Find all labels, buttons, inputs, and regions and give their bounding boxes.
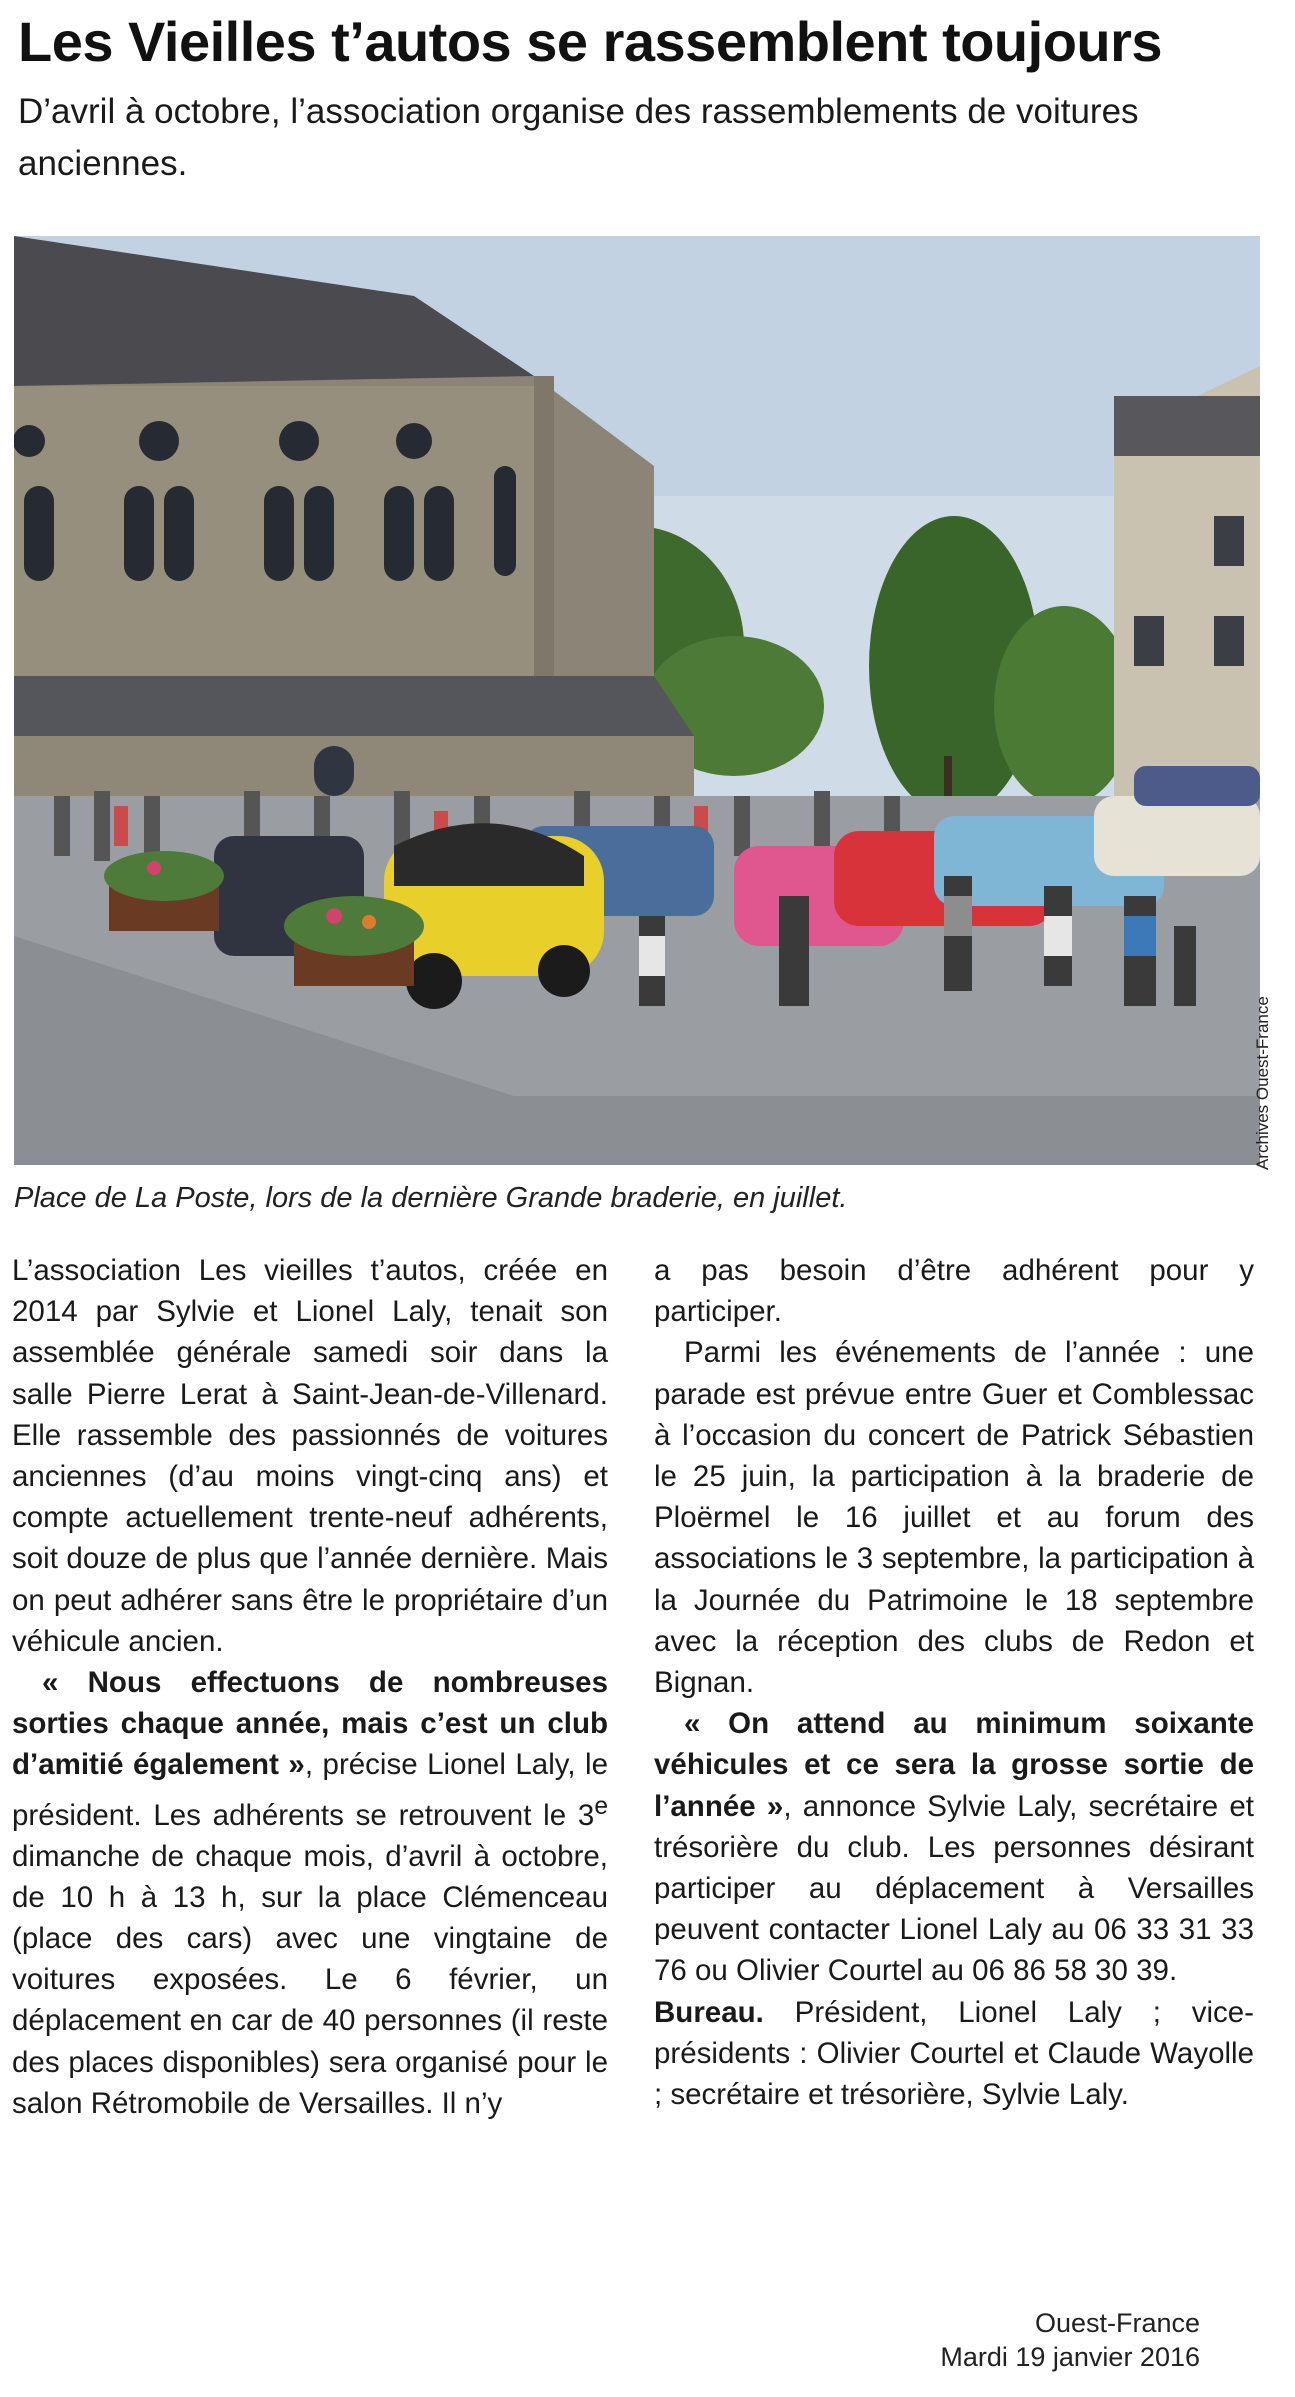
article-headline: Les Vieilles t’autos se rassemblent toujours <box>18 10 1163 73</box>
quote: « On attend au minimum soixante véhicules et ce sera la grosse sortie de l’année » <box>654 1707 1254 1823</box>
bureau-label: Bureau. <box>654 1995 764 2029</box>
paragraph-text: , annonce Sylvie Laly, secrétaire et trésorière du club. Les personnes désirant participer au déplacement à Versailles peuvent contacter Lionel Laly au 06 33 31 33 76 ou Olivier Courtel au 06 86 58 30 39. <box>654 1789 1254 1988</box>
photo-vieilles-autos-place <box>14 236 1260 1165</box>
photo-credit: Archives Ouest-France <box>1253 996 1272 1170</box>
article-photo <box>14 236 1260 1165</box>
publication-date: Mardi 19 janvier 2016 <box>940 2342 1200 2372</box>
paragraph-text: dimanche de chaque mois, d’avril à octobre, de 10 h à 13 h, sur la place Clémenceau (place des cars) avec une vingtaine de voitures exposées. Le 6 février, un déplacement en car de 40 personnes (il reste des places disponibles) sera organisé pour le salon Rétromobile de Versailles. Il n’y <box>12 1839 608 2120</box>
publication-signature <box>800 2306 1200 2374</box>
article-column-right <box>654 1250 1254 2115</box>
paragraph <box>654 1703 1254 1991</box>
paragraph: Parmi les événements de l’année : une parade est prévue entre Guer et Comblessac à l’occasion du concert de Patrick Sébastien le 25 juin, la participation à la braderie de Ploërmel le 16 juillet et au forum des associations le 3 septembre, la participation à la Journée du Patrimoine le 18 septembre avec la réception des clubs de Redon et Bignan. <box>654 1336 1254 1700</box>
photo-caption: Place de La Poste, lors de la dernière Grande braderie, en juillet. <box>14 1182 848 1214</box>
paragraph: a pas besoin d’être adhérent pour y participer. <box>654 1254 1254 1329</box>
article-column-left <box>12 1250 608 2124</box>
paragraph: L’association Les vieilles t’autos, créée en 2014 par Sylvie et Lionel Laly, tenait son assemblée générale samedi soir dans la salle Pierre Lerat à Saint-Jean-de-Villenard. Elle rassemble des passionnés de voitures anciennes (d’au moins vingt-cinq ans) et compte actuellement trente-neuf adhérents, soit douze de plus que l’année dernière. Mais on peut adhérer sans être le propriétaire d’un véhicule ancien. <box>12 1254 608 1658</box>
paragraph-text: , précise Lionel Laly, le président. Les adhérents se retrouvent le 3 <box>12 1748 608 1832</box>
paragraph <box>12 1662 608 2124</box>
paragraph <box>654 1992 1254 2116</box>
article-subtitle: D’avril à octobre, l’association organise des rassemblements de voitures anciennes. <box>18 92 1139 183</box>
quote: « Nous effectuons de nombreuses sorties chaque année, mais c’est un club d’amitié également » <box>12 1666 608 1782</box>
paragraph-text: Président, Lionel Laly ; vice-présidents : Olivier Courtel et Claude Wayolle ; secrétaire et trésorière, Sylvie Laly. <box>654 1995 1254 2112</box>
ordinal-suffix: e <box>594 1792 608 1820</box>
publication-name: Ouest-France <box>1034 2308 1200 2338</box>
